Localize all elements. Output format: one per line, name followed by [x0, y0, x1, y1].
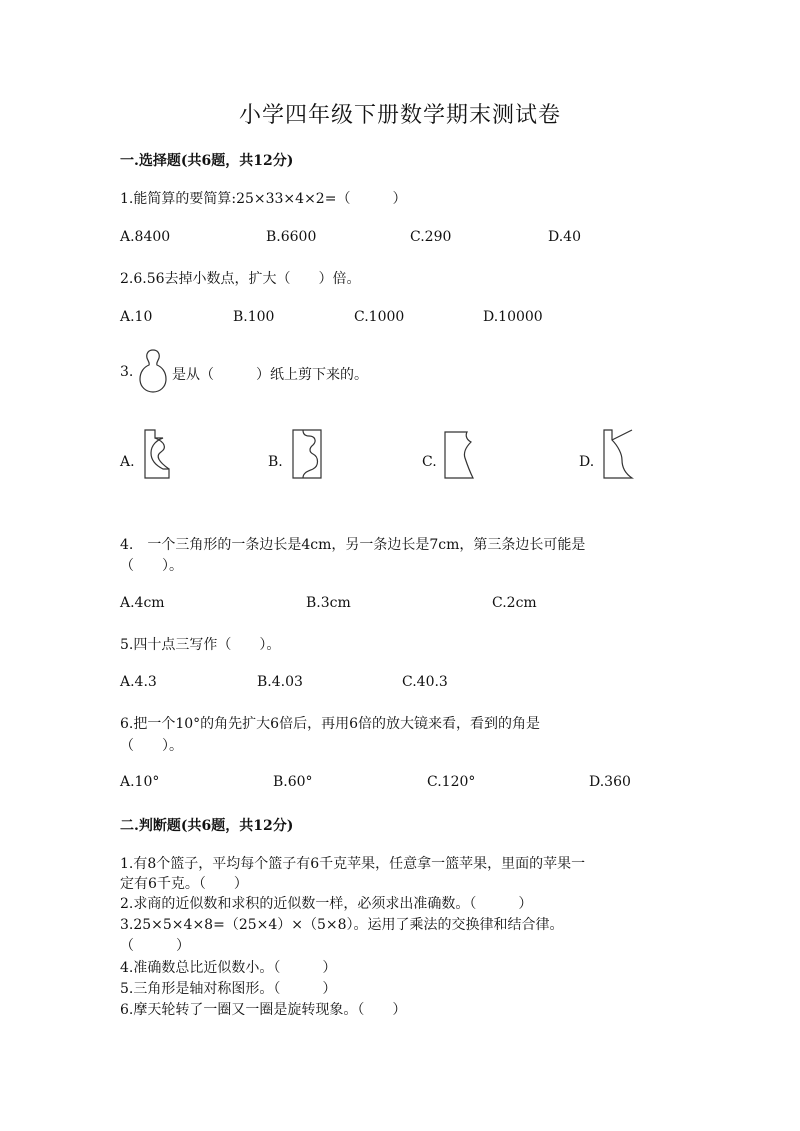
judgment-line-4: 3.25×5×4×8=（25×4）×（5×8）。运用了乘法的交换律和结合律。	[120, 917, 564, 933]
q3-option-a: A.	[120, 454, 135, 470]
judgment-line-1: 1.有8个篮子，平均每个篮子有6千克苹果，任意拿一篮苹果，里面的苹果一	[120, 856, 586, 872]
section-heading-choice: 一.选择题(共6题，共12分)	[120, 153, 294, 169]
question-4-line1: 4. 一个三角形的一条边长是4cm，另一条边长是7cm，第三条边长可能是	[120, 537, 586, 553]
gourd-shape-icon	[136, 348, 170, 394]
paper-shape-d-icon	[602, 428, 636, 480]
section-heading-judgment: 二.判断题(共6题，共12分)	[120, 818, 294, 834]
q1-option-a: A.8400	[120, 229, 171, 245]
q3-option-d: D.	[579, 454, 595, 470]
judgment-line-5: （ ）	[120, 938, 190, 954]
page-title: 小学四年级下册数学期末测试卷	[238, 103, 561, 128]
q5-option-c: C.40.3	[402, 674, 448, 690]
q1-option-b: B.6600	[266, 229, 317, 245]
question-6-line2: （ ）。	[120, 738, 183, 754]
question-5: 5.四十点三写作（ ）。	[120, 637, 281, 653]
q2-option-c: C.1000	[354, 309, 405, 325]
paper-shape-c-icon	[443, 430, 477, 480]
q2-option-b: B.100	[233, 309, 275, 325]
paper-shape-a-icon	[143, 428, 179, 480]
question-1: 1.能简算的要简算:25×33×4×2=（ ）	[120, 191, 407, 207]
judgment-line-3: 2.求商的近似数和求积的近似数一样，必须求出准确数。（ ）	[120, 896, 533, 912]
question-6-line1: 6.把一个10°的角先扩大6倍后，再用6倍的放大镜来看，看到的角是	[120, 716, 540, 732]
q4-option-c: C.2cm	[492, 595, 537, 611]
q6-option-d: D.360	[589, 774, 631, 790]
q5-option-b: B.4.03	[257, 674, 303, 690]
question-2: 2.6.56去掉小数点，扩大（ ）倍。	[120, 271, 361, 287]
judgment-line-7: 5.三角形是轴对称图形。（ ）	[120, 981, 337, 997]
question-3: 是从（ ）纸上剪下来的。	[172, 367, 368, 383]
q6-option-a: A.10°	[120, 774, 160, 790]
question-4-line2: （ ）。	[120, 558, 183, 574]
q1-option-d: D.40	[548, 229, 581, 245]
q2-option-a: A.10	[120, 309, 153, 325]
q3-option-c: C.	[422, 454, 437, 470]
judgment-line-6: 4.准确数总比近似数小。（ ）	[120, 960, 337, 976]
q3-option-b: B.	[268, 454, 283, 470]
judgment-line-2: 定有6千克。（ ）	[120, 876, 248, 892]
q6-option-c: C.120°	[427, 774, 476, 790]
question-3-number: 3.	[120, 364, 134, 380]
judgment-line-8: 6.摩天轮转了一圈又一圈是旋转现象。（ ）	[120, 1002, 407, 1018]
q1-option-c: C.290	[410, 229, 452, 245]
q2-option-d: D.10000	[483, 309, 543, 325]
q4-option-b: B.3cm	[306, 595, 351, 611]
q6-option-b: B.60°	[273, 774, 313, 790]
q4-option-a: A.4cm	[120, 595, 165, 611]
paper-shape-b-icon	[291, 428, 325, 480]
q5-option-a: A.4.3	[120, 674, 157, 690]
